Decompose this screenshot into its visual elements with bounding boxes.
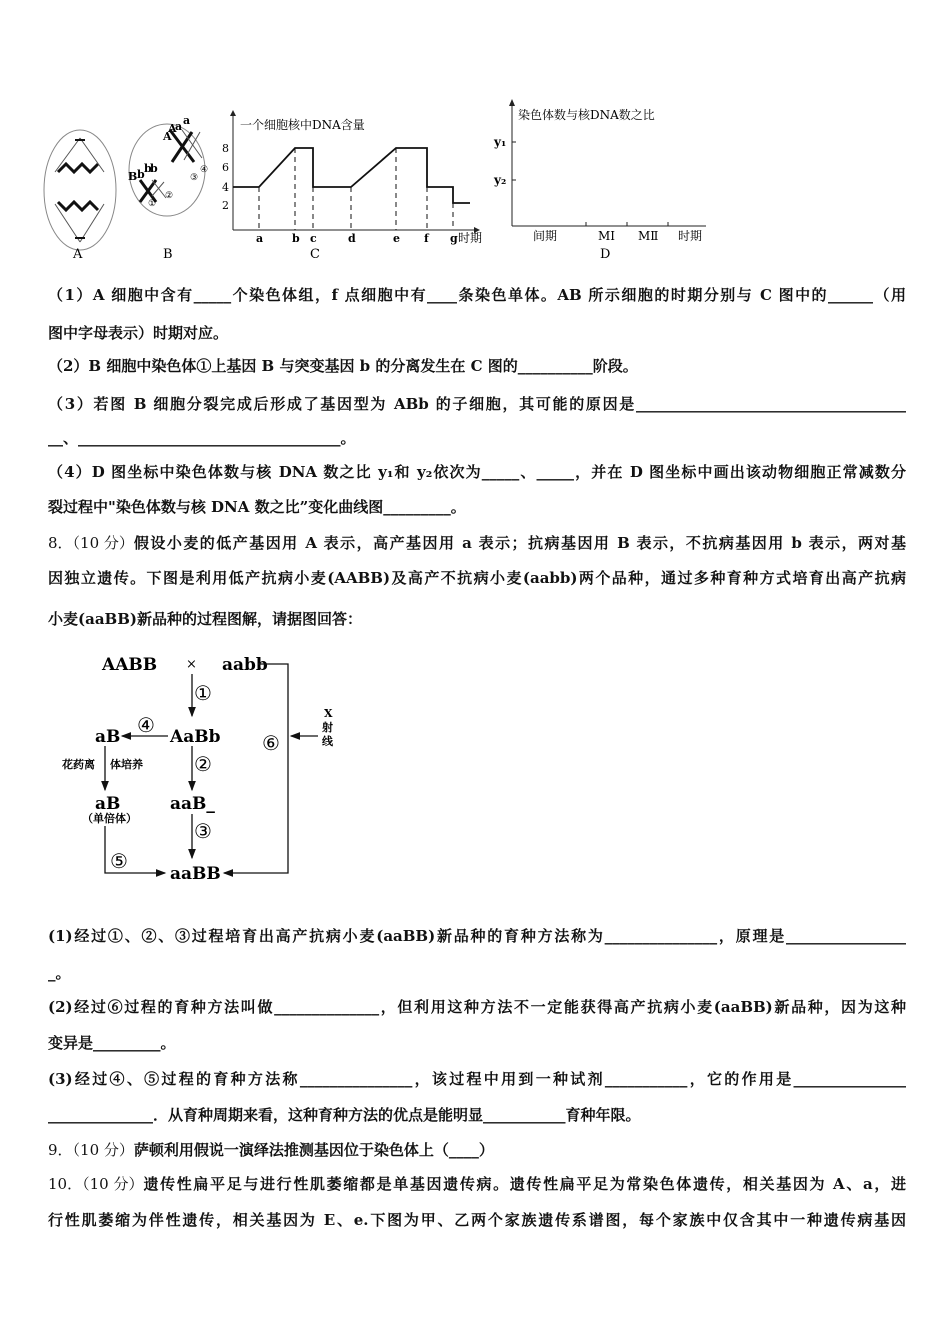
label-b: B	[163, 247, 173, 262]
xtick: c	[310, 232, 317, 245]
xtick: 间期	[533, 229, 558, 243]
q9-number: 9．（10 分）	[48, 1141, 134, 1159]
svg-text:a: a	[175, 120, 183, 133]
anther-label: 花药离	[62, 758, 95, 771]
ytick: 2	[222, 199, 229, 212]
chart-d-title: 染色体数与核DNA数之比	[518, 108, 655, 122]
q10-number: 10．（10 分）	[48, 1175, 144, 1193]
y1-label: y₁	[494, 135, 507, 149]
q8-part2-line2: 变异是_________。	[48, 1034, 176, 1052]
xtick: MⅡ	[638, 229, 659, 243]
label-a: A	[73, 247, 83, 262]
svg-text:a: a	[183, 114, 191, 127]
xtick: a	[256, 232, 264, 245]
q8-part1-line1: (1)经过①、②、③过程培育出高产抗病小麦(aaBB)新品种的育种方法称为_______________，原理是________________	[48, 927, 906, 945]
step-6: ⑥	[262, 731, 280, 755]
culture-label: 体培养	[110, 758, 143, 771]
q7-part4-line2: 裂过程中"染色体数与核 DNA 数之比”变化曲线图_________。	[48, 498, 466, 516]
genotype-aaB_: aaB_	[170, 794, 215, 814]
svg-text:b: b	[144, 162, 152, 175]
svg-text:②: ②	[165, 191, 174, 201]
svg-text:B: B	[128, 170, 138, 183]
xtick: MⅠ	[598, 229, 616, 243]
q8-number: 8．（10 分）	[48, 534, 134, 552]
ytick: 8	[222, 142, 229, 155]
q8-line1: 8．（10 分） 假设小麦的低产基因用 A 表示，高产基因用 a 表示；抗病基因用 B 表示，不抗病基因用 b 表示，两对基	[48, 534, 906, 552]
step-4: ④	[137, 713, 155, 737]
cross-symbol: ×	[186, 657, 197, 672]
step-2: ②	[194, 752, 212, 776]
genotype-aabb: aabb	[222, 655, 268, 675]
genotype-aB-haploid: aB	[95, 794, 121, 814]
haploid-label: （单倍体）	[82, 812, 137, 825]
svg-text:③: ③	[190, 173, 199, 183]
q7-part3-line1: （3）若图 B 细胞分裂完成后形成了基因型为 ABb 的子细胞，其可能的原因是____________________________________	[48, 395, 906, 413]
xray-label: 线	[322, 735, 333, 748]
q8-part3-line1: (3)经过④、⑤过程的育种方法称_______________，该过程中用到一种试剂___________，它的作用是_______________	[48, 1070, 906, 1088]
genotype-aB: aB	[95, 727, 121, 747]
q7-part4-line1: （4）D 图坐标中染色体数与核 DNA 数之比 y₁和 y₂依次为_____、_____，并在 D 图坐标中画出该动物细胞正常减数分	[48, 463, 906, 481]
chart-c-title: 一个细胞核中DNA含量	[240, 118, 365, 132]
chart-c-xlabel: 时期	[458, 231, 483, 245]
step-3: ③	[194, 819, 212, 843]
label-d: D	[600, 247, 611, 262]
svg-text:④: ④	[200, 165, 209, 175]
q10-line1: 10．（10 分） 遗传性扁平足与进行性肌萎缩都是单基因遗传病。遗传性扁平足为常染色体遗传，相关基因为 A、a，进	[48, 1175, 906, 1193]
svg-text:A: A	[168, 122, 177, 135]
q10-line2: 行性肌萎缩为伴性遗传，相关基因为 E、e.下图为甲、乙两个家族遗传系谱图，每个家族中仅含其中一种遗传病基因	[48, 1211, 906, 1229]
q7-part2: （2）B 细胞中染色体①上基因 B 与突变基因 b 的分离发生在 C 图的__________阶段。	[48, 357, 638, 375]
step-5: ⑤	[110, 849, 128, 873]
xray-label: X	[324, 707, 333, 720]
xtick: e	[393, 232, 400, 245]
ytick: 6	[222, 161, 229, 174]
svg-text:①: ①	[148, 199, 157, 209]
y2-label: y₂	[494, 173, 507, 187]
label-c: C	[310, 247, 320, 262]
xray-label: 射	[322, 721, 333, 734]
q8-line2: 因独立遗传。下图是利用低产抗病小麦(AABB)及高产不抗病小麦(aabb)两个品种，通过多种育种方式培育出高产抗病	[48, 569, 906, 587]
q7-part1-line1: （1）A 细胞中含有_____个染色体组，f 点细胞中有____条染色单体。AB 所示细胞的时期分别与 C 图中的______（用	[48, 286, 906, 304]
xtick: b	[292, 232, 300, 245]
ytick: 4	[222, 181, 229, 194]
xtick: g	[450, 232, 458, 245]
xtick: d	[348, 232, 356, 245]
genotype-AaBb: AaBb	[170, 727, 221, 747]
q8-part3-line2: ______________．从育种周期来看，这种育种方法的优点是能明显___________育种年限。	[48, 1106, 641, 1124]
q8-part2-line1: (2)经过⑥过程的育种方法叫做______________，但利用这种方法不一定能获得高产抗病小麦(aaBB)新品种，因为这种	[48, 998, 906, 1016]
step-1: ①	[194, 681, 212, 705]
q9: 9．（10 分）萨顿利用假说一演绎法推测基因位于染色体上（____）	[48, 1141, 494, 1159]
q7-part3-line2: __、___________________________________。	[48, 429, 356, 447]
genotype-aaBB: aaBB	[170, 864, 221, 884]
q8-line3: 小麦(aaBB)新品种的过程图解，请据图回答：	[48, 610, 362, 628]
svg-text:b: b	[137, 168, 145, 181]
q7-part1-line2: 图中字母表示）时期对应。	[48, 324, 229, 342]
genotype-AABB: AABB	[102, 655, 158, 675]
chart-d-xlabel: 时期	[678, 229, 703, 243]
q8-part1-line2: _。	[48, 964, 71, 982]
xtick: f	[424, 232, 429, 245]
svg-text:A: A	[163, 130, 172, 143]
svg-text:b: b	[150, 162, 158, 175]
